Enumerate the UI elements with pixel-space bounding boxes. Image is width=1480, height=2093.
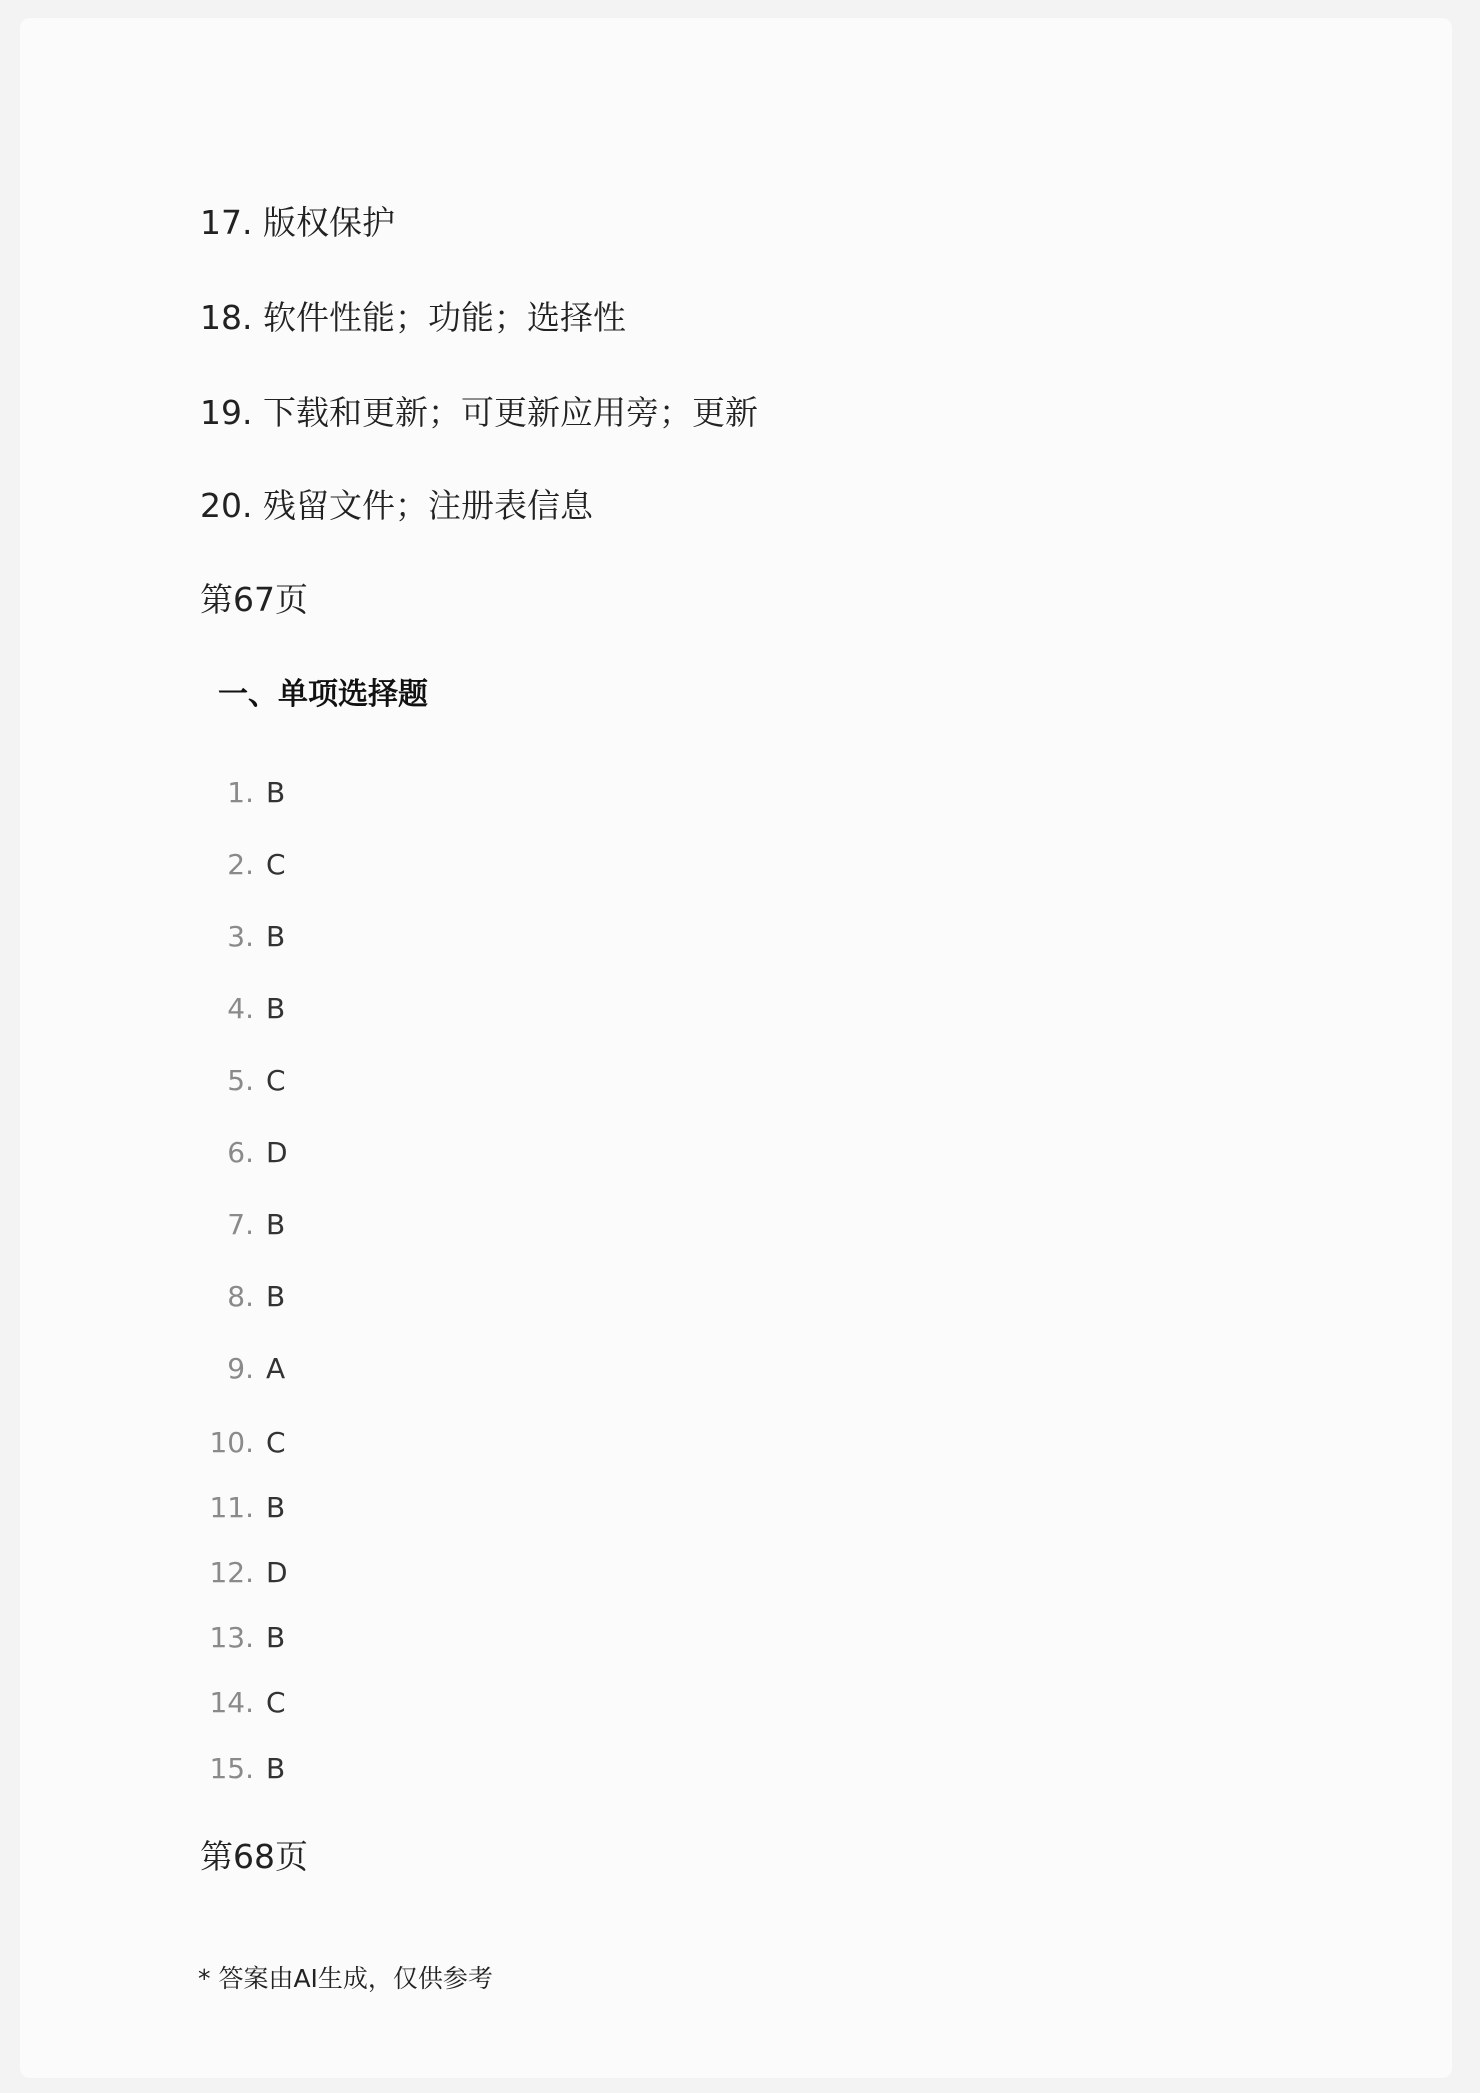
item-number: 19. — [200, 393, 253, 432]
answer-row — [174, 845, 574, 885]
answer-row — [174, 1061, 574, 1101]
list-item — [200, 486, 593, 526]
item-text: 软件性能；功能；选择性 — [262, 298, 626, 337]
answer-row — [174, 989, 574, 1029]
answer-value: C — [266, 1686, 286, 1719]
answer-row — [174, 1553, 574, 1593]
answer-number: 11. — [209, 1491, 254, 1524]
answer-number: 10. — [209, 1426, 254, 1459]
answer-value: A — [266, 1352, 286, 1385]
page-label: 第68页 — [200, 1837, 308, 1876]
answer-number: 15. — [209, 1752, 254, 1785]
answer-row — [174, 1133, 574, 1173]
answer-value: B — [266, 920, 286, 953]
answer-row — [174, 1349, 574, 1389]
answer-value: C — [266, 1426, 286, 1459]
answer-value: B — [266, 992, 286, 1025]
answer-row — [174, 1205, 574, 1245]
answer-number: 9. — [227, 1352, 254, 1385]
answer-row — [174, 1423, 574, 1463]
list-item — [200, 393, 758, 433]
item-number: 18. — [200, 298, 253, 337]
item-text: 下载和更新；可更新应用旁；更新 — [262, 393, 758, 432]
answer-value: B — [266, 776, 286, 809]
answer-number: 3. — [227, 920, 254, 953]
answer-value: B — [266, 1752, 286, 1785]
answer-row — [174, 773, 574, 813]
page-label: 第67页 — [200, 580, 308, 619]
item-text: 残留文件；注册表信息 — [262, 486, 593, 525]
list-item — [200, 298, 626, 338]
answer-number: 7. — [227, 1208, 254, 1241]
answer-row — [174, 1488, 574, 1528]
answer-value: C — [266, 1064, 286, 1097]
answer-value: B — [266, 1621, 286, 1654]
answer-value: D — [266, 1136, 288, 1169]
document-page — [20, 18, 1452, 2078]
list-item — [200, 203, 395, 243]
item-number: 17. — [200, 203, 253, 242]
answer-number: 8. — [227, 1280, 254, 1313]
answer-value: B — [266, 1280, 286, 1313]
section-title: 一、单项选择题 — [218, 677, 428, 712]
footnote: * 答案由AI生成，仅供参考 — [198, 1964, 493, 1993]
answer-row — [174, 917, 574, 957]
answer-number: 2. — [227, 848, 254, 881]
answer-row — [174, 1683, 574, 1723]
answer-row — [174, 1277, 574, 1317]
answer-number: 4. — [227, 992, 254, 1025]
answer-value: B — [266, 1208, 286, 1241]
answer-number: 14. — [209, 1686, 254, 1719]
item-number: 20. — [200, 486, 253, 525]
answer-number: 5. — [227, 1064, 254, 1097]
answer-value: C — [266, 848, 286, 881]
answer-number: 12. — [209, 1556, 254, 1589]
item-text: 版权保护 — [262, 203, 395, 242]
answer-value: B — [266, 1491, 286, 1524]
answer-row — [174, 1749, 574, 1789]
answer-number: 6. — [227, 1136, 254, 1169]
answer-number: 1. — [227, 776, 254, 809]
answer-row — [174, 1618, 574, 1658]
answer-number: 13. — [209, 1621, 254, 1654]
answer-value: D — [266, 1556, 288, 1589]
